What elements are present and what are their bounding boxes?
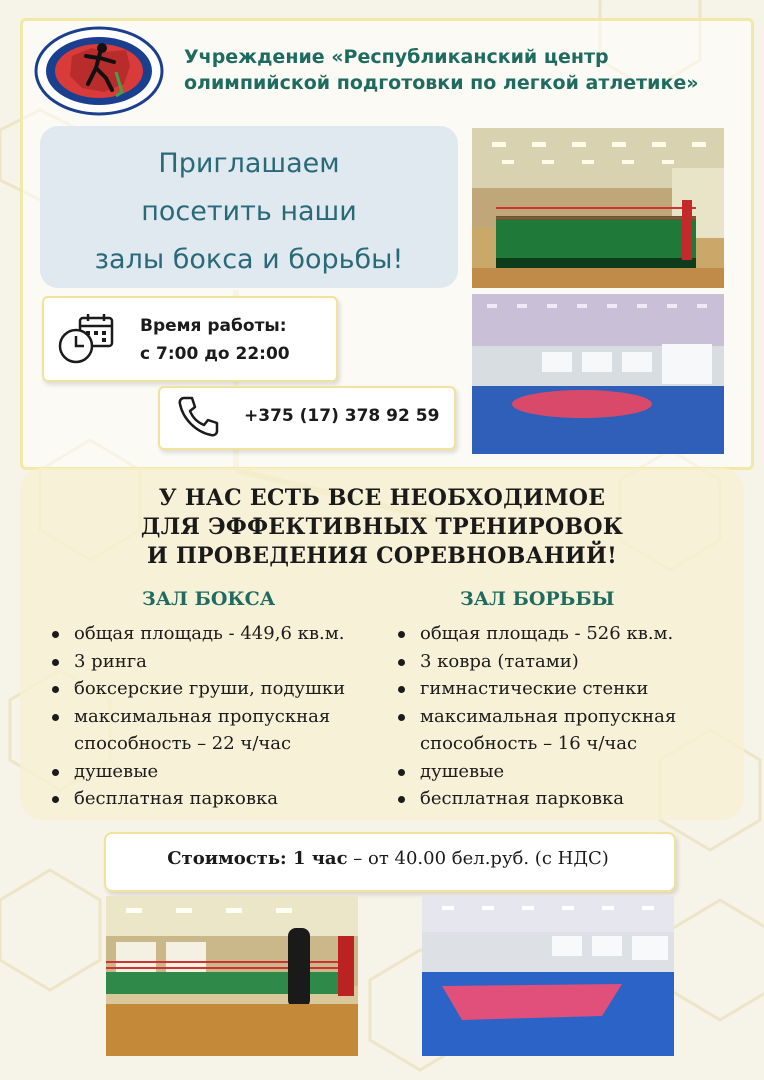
invite-line1: Приглашаем xyxy=(158,148,340,179)
list-item: максимальная пропускная способность – 16 ч/час xyxy=(396,703,720,758)
organization-logo xyxy=(34,26,164,116)
list-item: 3 ковра (татами) xyxy=(396,648,736,676)
list-item: гимнастические стенки xyxy=(396,675,736,703)
boxing-hall-title: ЗАЛ БОКСА xyxy=(142,588,276,610)
list-item: общая площадь - 449,6 кв.м. xyxy=(50,620,390,648)
headline-line3: И ПРОВЕДЕНИЯ СОРЕВНОВАНИЙ! xyxy=(146,543,618,569)
organization-title xyxy=(184,44,744,96)
list-item: общая площадь - 526 кв.м. xyxy=(396,620,736,648)
phone-number[interactable]: +375 (17) 378 92 59 xyxy=(244,406,440,426)
working-hours-label: Время работы: xyxy=(140,316,287,336)
wrestling-hall-title: ЗАЛ БОРЬБЫ xyxy=(460,588,615,610)
price-value: – от 40.00 бел.руб. (с НДС) xyxy=(353,848,609,869)
list-item: максимальная пропускная способность – 22 ч/час xyxy=(50,703,374,758)
invite-line2: посетить наши xyxy=(141,196,357,227)
invite-text xyxy=(40,140,458,284)
boxing-features-list xyxy=(50,620,390,813)
calendar-clock-icon xyxy=(56,312,118,368)
features-headline xyxy=(40,484,724,571)
list-item: боксерские груши, подушки xyxy=(50,675,390,703)
boxing-hall-photo-top xyxy=(472,128,724,288)
phone-icon xyxy=(176,394,220,438)
list-item: бесплатная парковка xyxy=(396,785,736,813)
headline-line1: У НАС ЕСТЬ ВСЕ НЕОБХОДИМОЕ xyxy=(158,485,606,511)
price-label: Стоимость: 1 час xyxy=(167,848,348,869)
working-hours-value: с 7:00 до 22:00 xyxy=(140,344,290,364)
price-text xyxy=(104,848,672,869)
org-title-line1: Учреждение «Республиканский центр xyxy=(184,46,609,68)
wrestling-hall-photo-top xyxy=(472,294,724,454)
headline-line2: ДЛЯ ЭФФЕКТИВНЫХ ТРЕНИРОВОК xyxy=(140,514,624,540)
wrestling-features-list xyxy=(396,620,736,813)
invite-line3: залы бокса и борьбы! xyxy=(94,244,404,275)
org-title-line2: олимпийской подготовки по легкой атлетике» xyxy=(184,72,699,94)
list-item: бесплатная парковка xyxy=(50,785,390,813)
boxing-hall-photo-bottom xyxy=(106,896,358,1056)
list-item: 3 ринга xyxy=(50,648,390,676)
list-item: душевые xyxy=(396,758,736,786)
list-item: душевые xyxy=(50,758,390,786)
wrestling-hall-photo-bottom xyxy=(422,896,674,1056)
